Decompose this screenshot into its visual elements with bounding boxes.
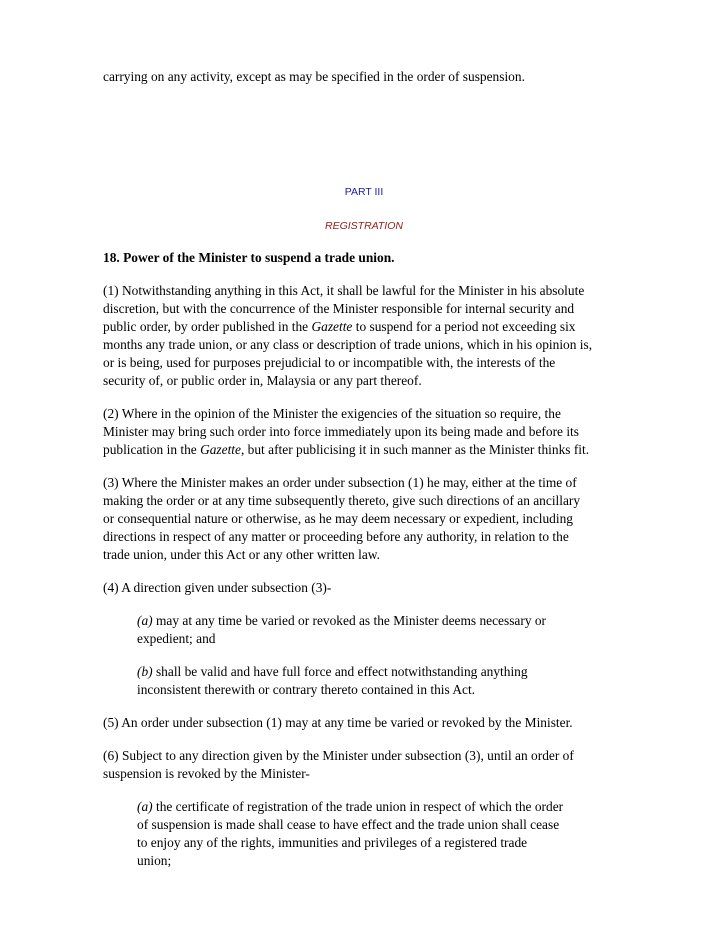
gazette-italic: Gazette xyxy=(311,319,353,334)
paragraph-3-line: or consequential nature or otherwise, as he may deem necessary or expedient, including xyxy=(103,511,573,526)
gazette-italic: Gazette xyxy=(200,442,241,457)
text-run: may at any time be varied or revoked as the Minister deems necessary or xyxy=(152,613,547,628)
text-run: , but after publicising it in such manner as the Minister thinks fit. xyxy=(240,442,590,457)
paragraph-3-line: (3) Where the Minister makes an order under subsection (1) he may, either at the time of xyxy=(103,475,577,490)
continuation-line: carrying on any activity, except as may be specified in the order of suspension. xyxy=(103,69,525,84)
paragraph-1-line: security of, or public order in, Malaysia or any part thereof. xyxy=(103,373,422,388)
part-title: REGISTRATION xyxy=(325,220,403,232)
paragraph-6a-line xyxy=(137,798,677,816)
item-label: (b) xyxy=(137,664,153,679)
paragraph-5-line: (5) An order under subsection (1) may at any time be varied or revoked by the Minister. xyxy=(103,715,573,730)
paragraph-1-line: or is being, used for purposes prejudicial to or incompatible with, the interests of the xyxy=(103,355,556,370)
text-run: publication in the xyxy=(103,442,201,457)
item-label: (a) xyxy=(137,613,153,628)
paragraph-6-line: (6) Subject to any direction given by the Minister under subsection (3), until an order of xyxy=(103,748,574,763)
paragraph-4b-line: inconsistent therewith or contrary thereto contained in this Act. xyxy=(137,682,476,697)
paragraph-1-line: (1) Notwithstanding anything in this Act, it shall be lawful for the Minister in his absolute xyxy=(103,283,585,298)
text-run: to suspend for a period not exceeding six xyxy=(352,319,576,334)
section-title: 18. Power of the Minister to suspend a trade union. xyxy=(103,250,395,265)
paragraph-4a-line: expedient; and xyxy=(137,631,216,646)
text-run: the certificate of registration of the trade union in respect of which the order xyxy=(152,799,564,814)
paragraph-1-line xyxy=(103,318,643,336)
paragraph-4-line: (4) A direction given under subsection (3)- xyxy=(103,580,332,595)
paragraph-6-line: suspension is revoked by the Minister- xyxy=(103,766,310,781)
paragraph-1-line: months any trade union, or any class or description of trade unions, which in his opinion is, xyxy=(103,337,593,352)
paragraph-3-line: trade union, under this Act or any other written law. xyxy=(103,547,380,562)
paragraph-2-line: Minister may bring such order into force immediately upon its being made and before its xyxy=(103,424,579,439)
paragraph-2-line: (2) Where in the opinion of the Minister the exigencies of the situation so require, the xyxy=(103,406,561,421)
paragraph-6a-line: union; xyxy=(137,853,172,868)
paragraph-4b-line xyxy=(137,663,677,681)
text-run: public order, by order published in the xyxy=(103,319,312,334)
paragraph-6a-line: of suspension is made shall cease to have effect and the trade union shall cease xyxy=(137,817,560,832)
paragraph-3-line: making the order or at any time subsequently thereto, give such directions of an ancillary xyxy=(103,493,581,508)
paragraph-4a-line xyxy=(137,612,677,630)
paragraph-1-line: discretion, but with the concurrence of the Minister responsible for internal security and xyxy=(103,301,575,316)
paragraph-6a-line: to enjoy any of the rights, immunities and privileges of a registered trade xyxy=(137,835,528,850)
item-label: (a) xyxy=(137,799,153,814)
paragraph-3-line: directions in respect of any matter or proceeding before any authority, in relation to the xyxy=(103,529,569,544)
paragraph-2-line xyxy=(103,441,643,459)
text-run: shall be valid and have full force and effect notwithstanding anything xyxy=(152,664,528,679)
part-number: PART III xyxy=(344,186,384,198)
